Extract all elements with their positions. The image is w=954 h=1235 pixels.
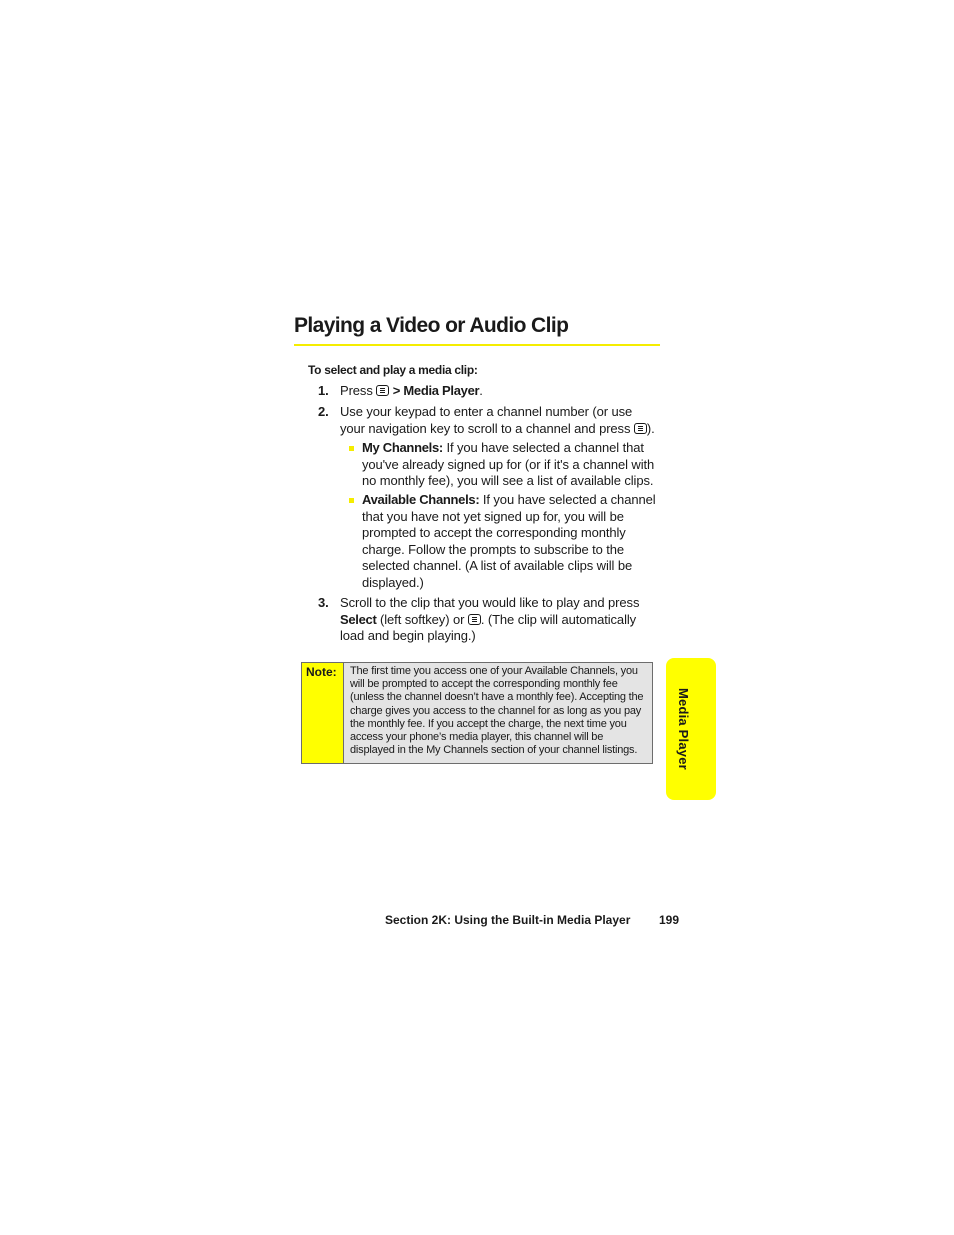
step-1 <box>318 383 660 400</box>
page-title: Playing a Video or Audio Clip <box>294 314 660 346</box>
step-number: 2. <box>318 404 329 419</box>
footer-page-number: 199 <box>659 913 680 927</box>
select-softkey-label: Select <box>340 611 377 627</box>
procedure-intro: To select and play a media clip: <box>308 363 478 377</box>
bullet-text: If you have selected a channel that you've already signed up for (or if it's a channel with no monthly fee), you will see a list of available clips. <box>362 440 655 488</box>
menu-key-icon <box>468 614 481 625</box>
footer-section-title: Section 2K: Using the Built-in Media Player <box>385 913 631 927</box>
step-text: . (The clip will automatically load and begin playing.) <box>340 611 637 643</box>
step-end: . <box>479 383 483 398</box>
step-text: (left softkey) or <box>380 611 465 627</box>
step-end: ). <box>646 420 655 436</box>
note-box <box>301 662 653 764</box>
menu-path: > Media Player <box>392 383 480 398</box>
step-2 <box>318 404 660 437</box>
step-number: 1. <box>318 383 329 398</box>
section-side-tab <box>666 658 716 800</box>
bullet-available-channels <box>349 492 661 591</box>
bullet-text: If you have selected a channel that you have not yet signed up for, you will be prompted to accept the corresponding monthly charge. Follow the prompts to subscribe to the selected channel. (A list of available clips will be displayed.) <box>362 492 656 590</box>
bullet-my-channels <box>349 440 661 490</box>
step-text: Press <box>340 383 373 398</box>
menu-key-icon <box>376 385 389 396</box>
bullet-term: Available Channels: <box>362 492 480 507</box>
note-label: Note: <box>302 663 344 763</box>
menu-key-icon <box>634 423 647 434</box>
note-text: The first time you access one of your Available Channels, you will be prompted to accept the corresponding monthly fee (unless the channel doesn’t have a monthly fee). Accepting the charge gives you access to the channel for as long as you pay the monthly fee. If you accept the charge, the next time you access your phone’s media player, this channel will be displayed in the My Channels section of your channel listings. <box>344 663 652 763</box>
bullet-square-icon <box>349 498 354 503</box>
side-tab-label: Media Player <box>676 688 691 770</box>
step-text: Scroll to the clip that you would like to play and press <box>340 595 640 610</box>
step-3 <box>318 595 660 645</box>
bullet-square-icon <box>349 446 354 451</box>
bullet-term: My Channels: <box>362 440 443 455</box>
step-text: Use your keypad to enter a channel number (or use your navigation key to scroll to a channel and press <box>340 404 633 436</box>
step-number: 3. <box>318 595 329 610</box>
